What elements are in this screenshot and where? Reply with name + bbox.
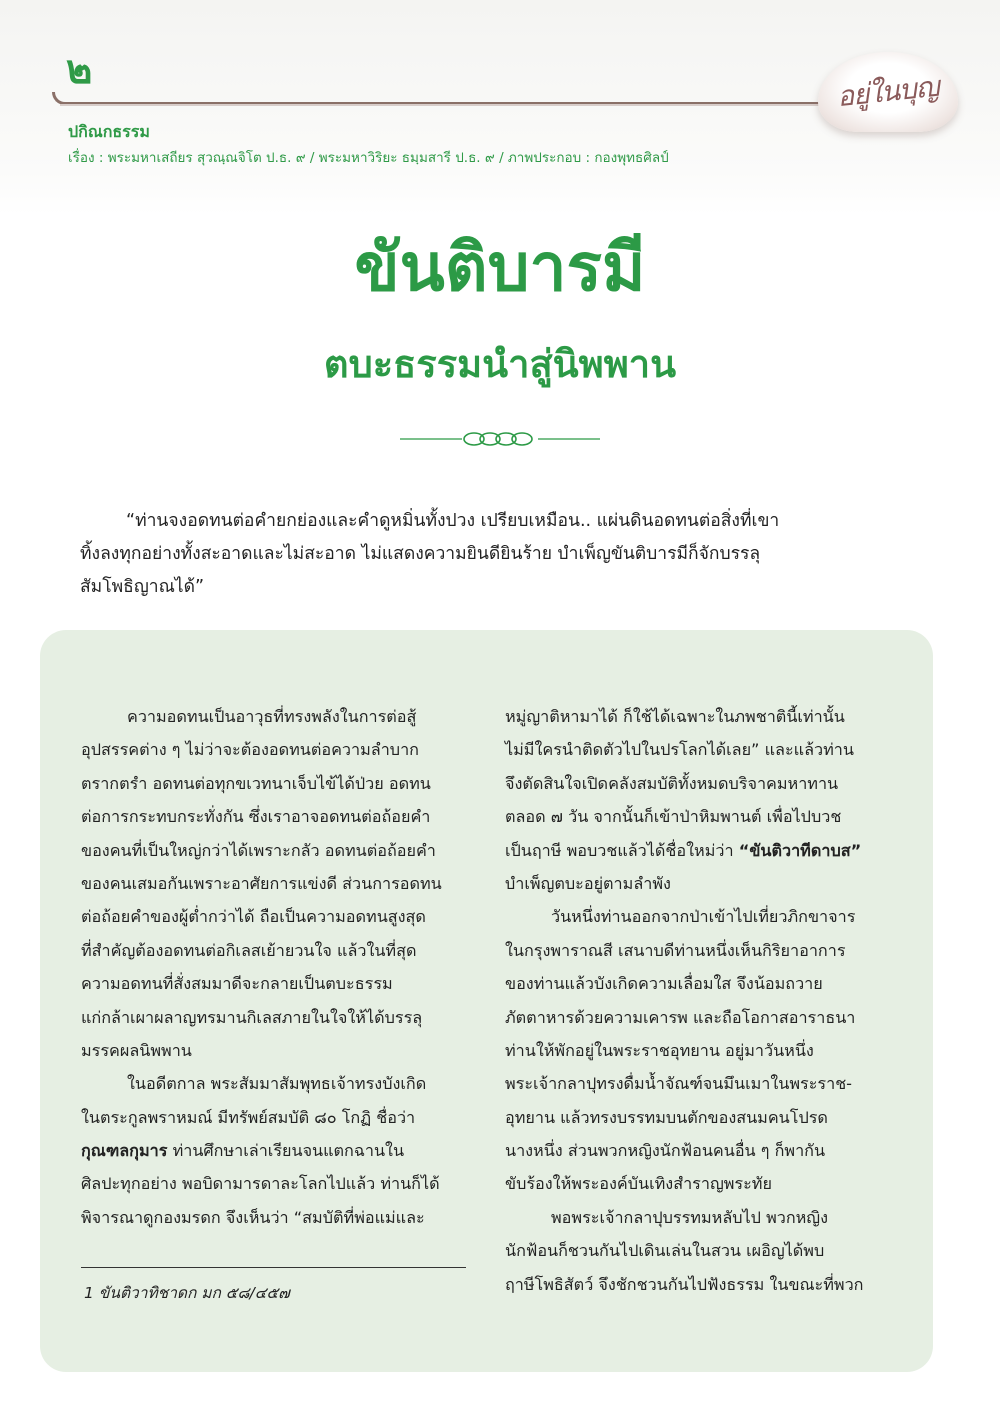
body-line: ขับร้องให้พระองค์บันเทิงสำราญพระทัย <box>505 1174 772 1194</box>
body-text: เป็นฤาษี พอบวชแล้วได้ชื่อใหม่ว่า <box>505 840 739 860</box>
body-line: ตลอด ๗ วัน จากนั้นก็เข้าป่าหิมพานต์ เพื่อไปบวช <box>505 807 842 827</box>
body-line: พระเจ้ากลาปุทรงดื่มน้ำจัณฑ์จนมึนเมาในพระราช- <box>505 1074 853 1094</box>
body-line: ความอดทนเป็นอาวุธที่ทรงพลังในการต่อสู้ <box>127 707 417 726</box>
body-line: มรรคผลนิพพาน <box>81 1040 192 1060</box>
body-line: ท่านให้พักอยู่ในพระราชอุทยาน อยู่มาวันหนึ่ง <box>505 1040 814 1060</box>
body-line: แก่กล้าเผาผลาญทรมานกิเลสภายในใจให้ได้บรรลุ <box>81 1007 423 1027</box>
right-column <box>505 700 897 1301</box>
title-ornament-icon <box>400 426 600 452</box>
body-line: ในกรุงพาราณสี เสนาบดีท่านหนึ่งเห็นกิริยาอาการ <box>505 940 846 960</box>
logo-text: อยู่ในบุญ <box>835 69 941 114</box>
body-line: ในอดีตกาล พระสัมมาสัมพุทธเจ้าทรงบังเกิด <box>127 1074 427 1094</box>
body-line: วันหนึ่งท่านออกจากป่าเข้าไปเที่ยวภิกขาจาร <box>551 907 856 927</box>
body-line: ตรากตรำ อดทนต่อทุกขเวทนาเจ็บไข้ได้ป่วย อดทน <box>81 773 431 793</box>
header-rule-shadow <box>60 104 830 106</box>
left-column <box>81 700 473 1234</box>
body-line: อุปสรรคต่าง ๆ ไม่ว่าจะต้องอดทนต่อความลำบาก <box>81 740 419 760</box>
body-line: ที่สำคัญต้องอดทนต่อกิเลสเย้ายวนใจ แล้วในที่สุด <box>81 940 417 960</box>
body-line: ของคนที่เป็นใหญ่กว่าได้เพราะกลัว อดทนต่อถ้อยคำ <box>81 840 436 860</box>
intro-line: สัมโพธิญาณได้” <box>80 577 205 597</box>
body-line: นักฟ้อนก็ชวนกันไปเดินเล่นในสวน เผอิญได้พบ <box>505 1241 825 1261</box>
body-line: ภัตตาหารด้วยความเคารพ และถือโอกาสอาราธนา <box>505 1007 856 1027</box>
body-line: พิจารณาดูกองมรดก จึงเห็นว่า “สมบัติที่พ่อแม่และ <box>81 1207 425 1227</box>
body-line: จึงตัดสินใจเปิดคลังสมบัติทั้งหมดบริจาคมหาทาน <box>505 773 839 793</box>
body-line <box>81 1134 473 1167</box>
section-label: ปกิณกธรรม <box>68 122 150 141</box>
article-subtitle: ตบะธรรมนำสู่นิพพาน <box>323 342 677 386</box>
page-number: ๒ <box>66 47 93 93</box>
body-line: ต่อการกระทบกระทั่งกัน ซึ่งเราอาจอดทนต่อถ้อยคำ <box>81 807 431 827</box>
body-line: พอพระเจ้ากลาปุบรรทมหลับไป พวกหญิง <box>551 1207 829 1227</box>
body-line: ของท่านแล้วบังเกิดความเลื่อมใส จึงน้อมถวาย <box>505 974 823 994</box>
name-kundala: กุณฑลกุมาร <box>81 1141 168 1161</box>
intro-quote <box>80 505 890 604</box>
intro-line: “ท่านจงอดทนต่อคำยกย่องและคำดูหมิ่นทั้งปวง เปรียบเหมือน.. แผ่นดินอดทนต่อสิ่งที่เขา <box>126 511 780 531</box>
author-credits: เรื่อง : พระมหาเสถียร สุวณฺณจิโต ป.ธ. ๙ / พระมหาวิริยะ ธมฺมสารี ป.ธ. ๙ / ภาพประกอบ : กองพุทธศิลป์ <box>68 150 669 166</box>
body-line: ไม่มีใครนำติดตัวไปในปรโลกได้เลย” และแล้วท่าน <box>505 740 854 760</box>
footnote: 1 ขันติวาทิชาดก มก ๕๘/๔๕๗ <box>84 1284 290 1302</box>
body-line: ความอดทนที่สั่งสมมาดีจะกลายเป็นตบะธรรม <box>81 974 393 994</box>
body-line: บำเพ็ญตบะอยู่ตามลำพัง <box>505 873 671 893</box>
body-line: ต่อถ้อยคำของผู้ต่ำกว่าได้ ถือเป็นความอดทนสูงสุด <box>81 907 426 927</box>
article-title: ขันติบารมี <box>354 229 646 306</box>
body-text: ท่านศึกษาเล่าเรียนจนแตกฉานใน <box>167 1141 405 1161</box>
body-line: อุทยาน แล้วทรงบรรทมบนตักของสนมคนโปรด <box>505 1107 828 1127</box>
body-line: ของคนเสมอกันเพราะอาศัยการแข่งดี ส่วนการอดทน <box>81 873 442 893</box>
intro-line: ทิ้งลงทุกอย่างทั้งสะอาดและไม่สะอาด ไม่แสดงความยินดียินร้าย บำเพ็ญขันติบารมีก็จักบรรลุ <box>80 544 761 564</box>
footnote-divider <box>81 1267 466 1268</box>
body-line: หมู่ญาติหามาได้ ก็ใช้ได้เฉพาะในภพชาตินี้เท่านั้น <box>505 707 845 726</box>
body-line: ในตระกูลพราหมณ์ มีทรัพย์สมบัติ ๘๐ โกฏิ ชื่อว่า <box>81 1107 416 1127</box>
body-line: ฤาษีโพธิสัตว์ จึงชักชวนกันไปฟังธรรม ในขณะที่พวก <box>505 1274 864 1294</box>
name-khantivadi: “ขันติวาทีดาบส” <box>738 840 862 860</box>
body-line: ศิลปะทุกอย่าง พอบิดามารดาละโลกไปแล้ว ท่านก็ได้ <box>81 1174 440 1194</box>
body-line <box>505 834 897 867</box>
body-line: นางหนึ่ง ส่วนพวกหญิงนักฟ้อนคนอื่น ๆ ก็พากัน <box>505 1141 826 1161</box>
